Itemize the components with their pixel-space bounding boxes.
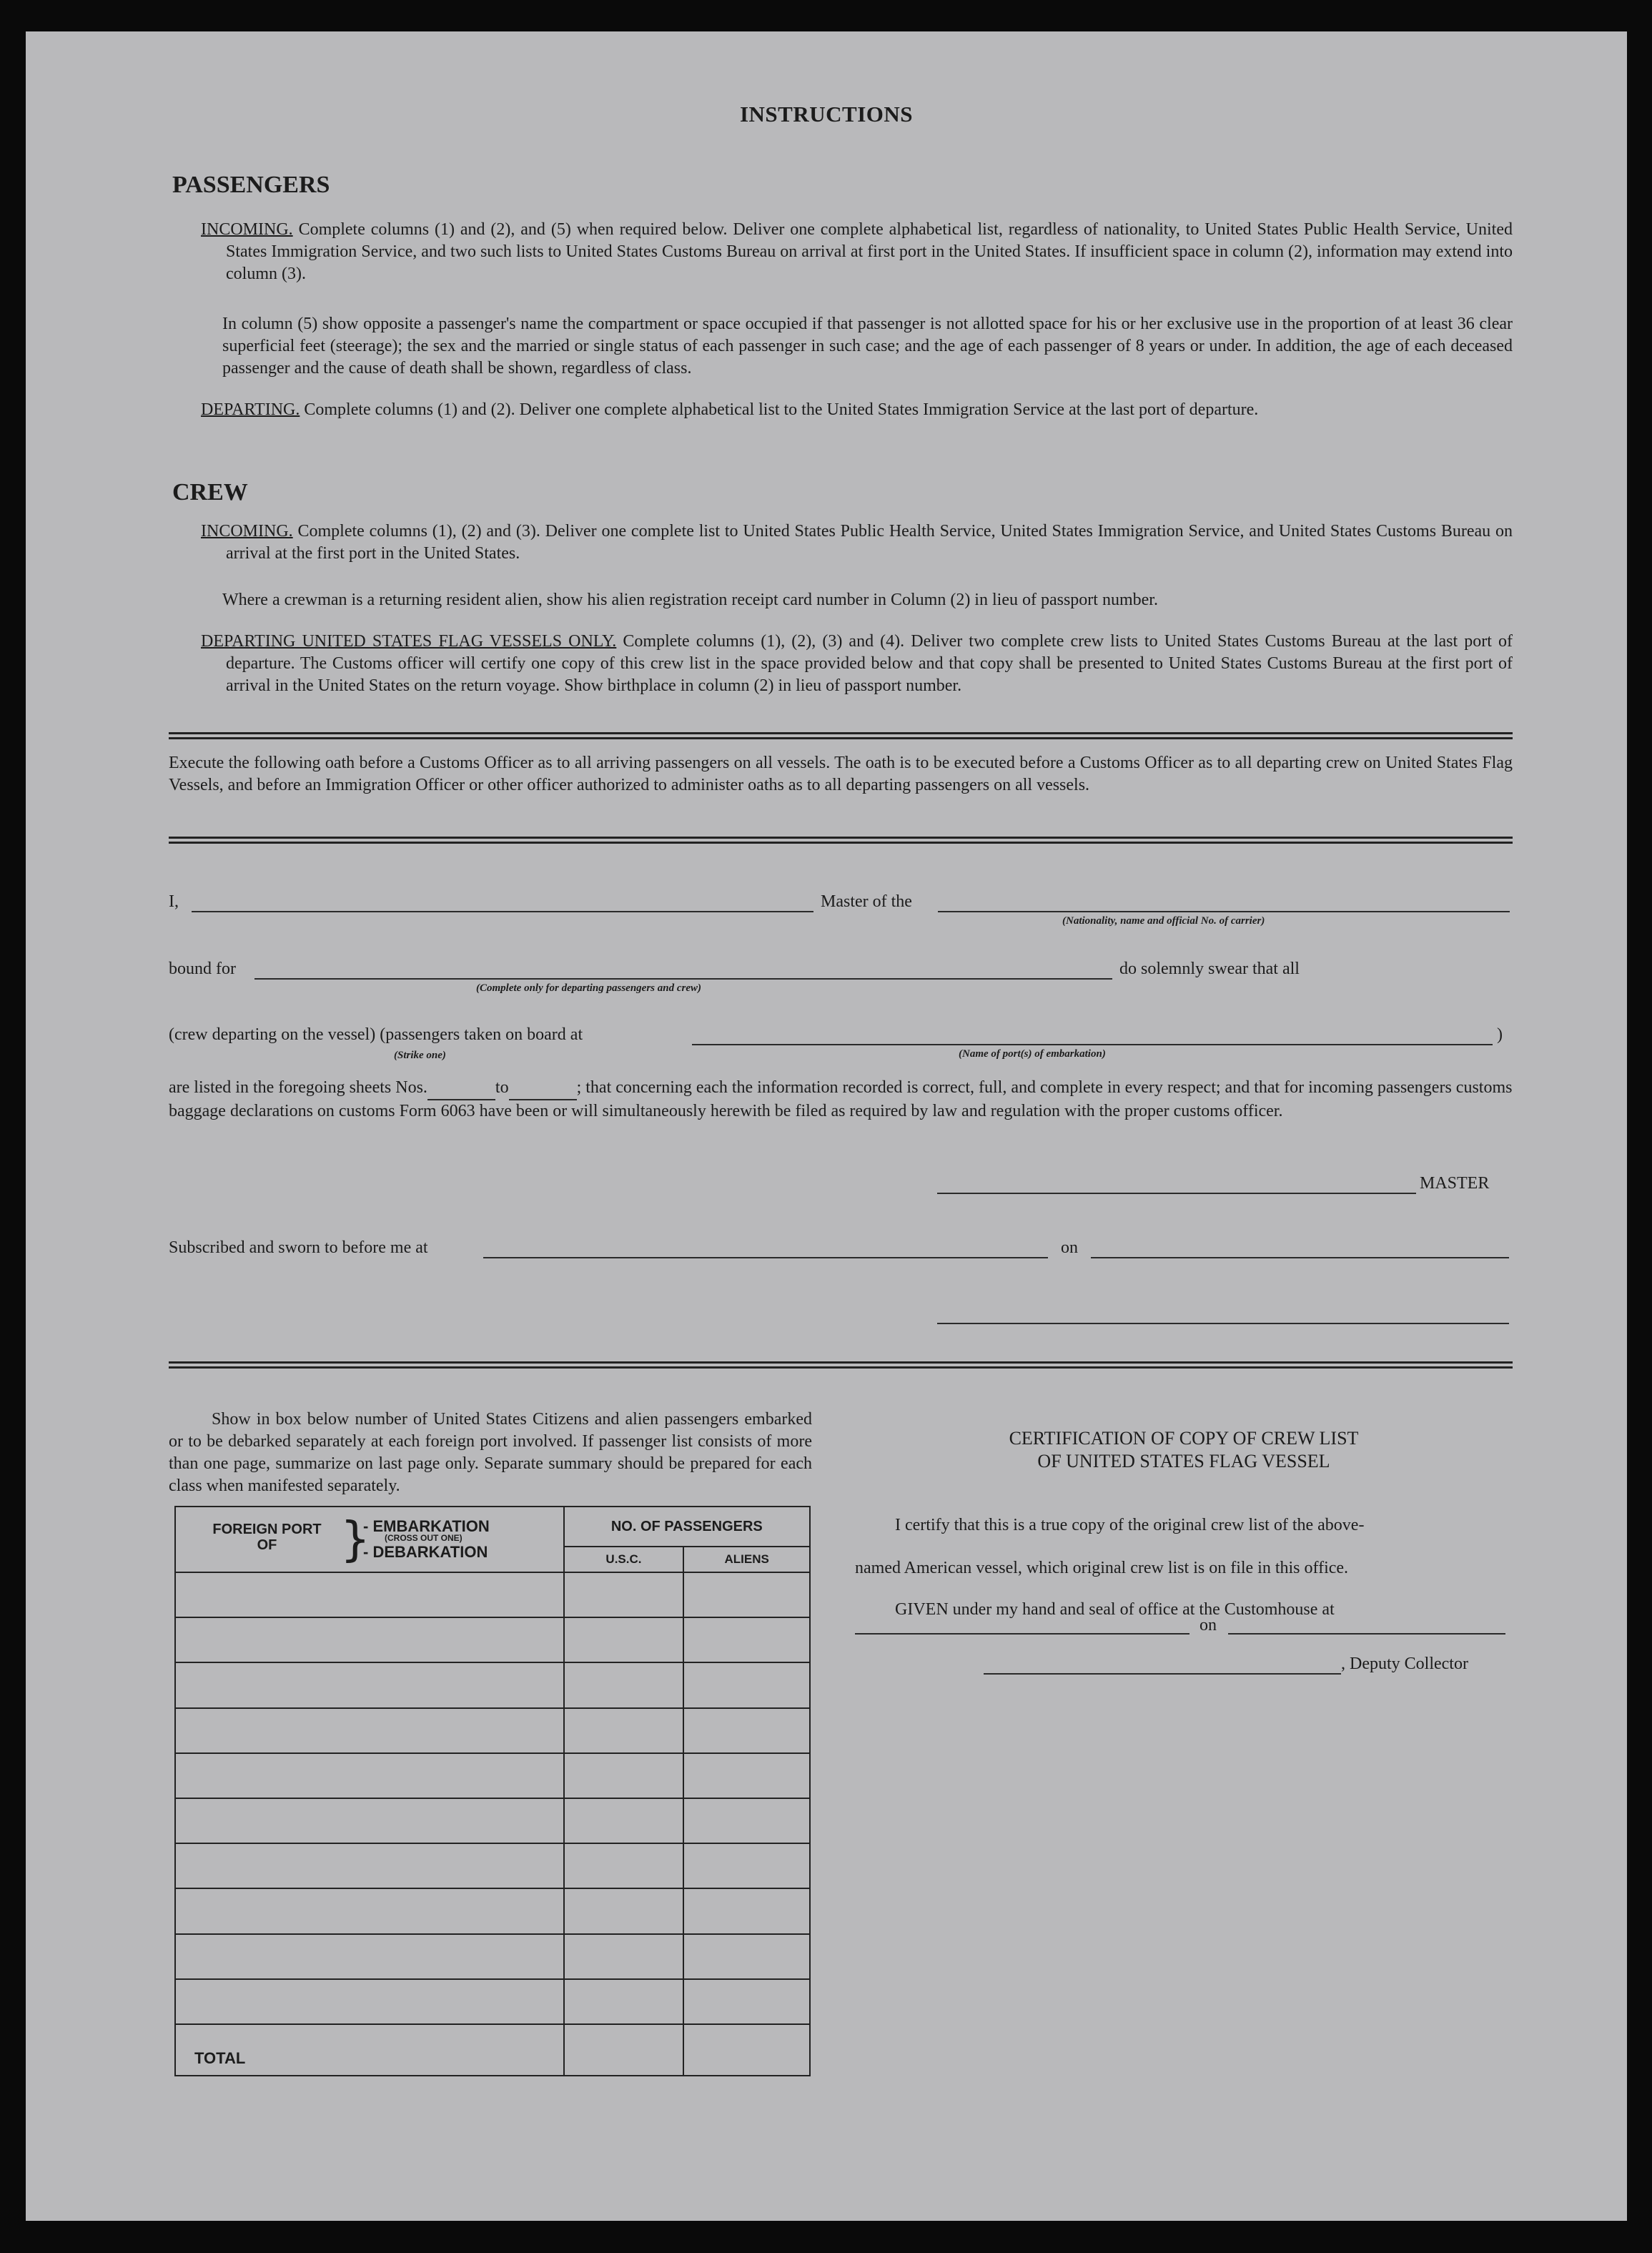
aliens-cell[interactable] [683, 1979, 810, 2024]
aliens-cell[interactable] [683, 1798, 810, 1843]
port-cell[interactable] [175, 1798, 564, 1843]
divider-line [169, 732, 1513, 739]
certification-heading [848, 1427, 1520, 1473]
aliens-total-cell[interactable] [683, 2024, 810, 2076]
aliens-cell[interactable] [683, 1708, 810, 1753]
summary-instructions: Show in box below number of United States Citizens and alien passengers embarked or to be debarked separately at each foreign port involved. If passenger list consists of more than one page, summarize on last page only. Separate summary should be prepared for each class when manifested separately. [169, 1410, 812, 1495]
port-cell[interactable] [175, 1708, 564, 1753]
aliens-cell[interactable] [683, 1617, 810, 1662]
aliens-cell[interactable] [683, 1934, 810, 1979]
debarkation-label: - DEBARKATION [363, 1543, 488, 1561]
crew-incoming-text: Complete columns (1), (2) and (3). Deliver one complete list to United States Public Health Service, United States Immigration Service, and United States Customs Bureau on arrival at the first port in the United States. [226, 522, 1513, 563]
carrier-field[interactable] [938, 911, 1510, 912]
passengers-incoming-instructions [201, 219, 1513, 285]
sworn-place-field[interactable] [483, 1257, 1048, 1258]
crew-alien-instructions: Where a crewman is a returning resident alien, show his alien registration receipt card number in Column (2) in lieu of passport number. [222, 591, 1158, 609]
crew-departing-text: Complete columns (1), (2), (3) and (4). Deliver two complete crew lists to United States Customs Bureau at the last port of departure. The Customs officer will certify one copy of this crew list in the space provided below and that copy shall be presented to United States Customs Bureau at the first port of arrival in the United States on the return voyage. Show birthplace in column (2) in lieu of passport number. [226, 632, 1513, 695]
usc-cell[interactable] [564, 1572, 684, 1617]
crew-departing-oath-label: (crew departing on the vessel) (passengers taken on board at [169, 1025, 583, 1044]
usc-cell[interactable] [564, 1843, 684, 1888]
officer-signature-field[interactable] [937, 1323, 1509, 1324]
master-of-label: Master of the [821, 892, 912, 911]
listed-post: ; that concerning each the information recorded is correct, full, and complete in every respect; and that for incoming passengers customs baggage declarations on customs Form 6063 have been or will simultaneously herewith be filed as required by law and regulation with the proper customs officer. [169, 1078, 1513, 1120]
crew-incoming-label: INCOMING. [201, 522, 293, 541]
passenger-summary-table [174, 1506, 811, 2076]
port-cell[interactable] [175, 1979, 564, 2024]
port-cell[interactable] [175, 1888, 564, 1933]
passengers-departing-text: Complete columns (1) and (2). Deliver one complete alphabetical list to the United States Immigration Service at the last port of departure. [304, 400, 1259, 419]
certification-heading-line1: CERTIFICATION OF COPY OF CREW LIST [1009, 1428, 1359, 1449]
embarkation-ports-field[interactable] [692, 1044, 1493, 1045]
port-cell[interactable] [175, 1843, 564, 1888]
foreign-port-header [175, 1507, 564, 1572]
sheet-to-field[interactable] [509, 1077, 577, 1100]
oath-i-label: I, [169, 892, 179, 911]
crew-departing-instructions [201, 631, 1513, 697]
page-title: INSTRUCTIONS [739, 102, 913, 127]
passengers-heading: PASSENGERS [172, 172, 330, 198]
sheet-to-label: to [495, 1078, 509, 1097]
passengers-incoming-text: Complete columns (1) and (2), and (5) when required below. Deliver one complete alphabetical list, regardless of nationality, to United States Public Health Service, United States Immigration Service, and two such lists to United States Customs Bureau on arrival at first port in the United States. If insufficient space in column (2), information may extend into column (3). [226, 220, 1513, 283]
strike-one-note: (Strike one) [394, 1050, 446, 1061]
bound-for-field[interactable] [254, 978, 1112, 980]
divider-line [169, 1361, 1513, 1369]
certify-line1: I certify that this is a true copy of the original crew list of the above- [895, 1516, 1365, 1534]
certification-on-label: on [1200, 1616, 1217, 1635]
port-cell[interactable] [175, 1662, 564, 1707]
bound-for-label: bound for [169, 960, 236, 978]
usc-cell[interactable] [564, 1979, 684, 2024]
divider-line [169, 837, 1513, 844]
usc-cell[interactable] [564, 1934, 684, 1979]
close-paren: ) [1497, 1025, 1503, 1044]
sworn-on-label: on [1061, 1238, 1078, 1257]
total-label: TOTAL [175, 2024, 564, 2076]
usc-cell[interactable] [564, 1662, 684, 1707]
usc-cell[interactable] [564, 1798, 684, 1843]
usc-cell[interactable] [564, 1753, 684, 1798]
port-cell[interactable] [175, 1617, 564, 1662]
form-page [26, 31, 1627, 2221]
brace-icon: } [340, 1512, 370, 1567]
aliens-header: ALIENS [683, 1547, 810, 1572]
aliens-cell[interactable] [683, 1662, 810, 1707]
aliens-cell[interactable] [683, 1572, 810, 1617]
foreign-port-label: FOREIGN PORT OF [212, 1522, 322, 1553]
crew-incoming-instructions [201, 521, 1513, 565]
aliens-cell[interactable] [683, 1843, 810, 1888]
no-of-passengers-header: NO. OF PASSENGERS [564, 1507, 810, 1547]
listed-pre: are listed in the foregoing sheets Nos. [169, 1078, 427, 1097]
certify-line2: named American vessel, which original crew list is on file in this office. [855, 1559, 1349, 1577]
cross-out-note: (CROSS OUT ONE) [385, 1533, 463, 1543]
master-name-field[interactable] [192, 911, 813, 912]
listed-statement [169, 1077, 1513, 1123]
ports-note: (Name of port(s) of embarkation) [959, 1048, 1106, 1060]
usc-cell[interactable] [564, 1617, 684, 1662]
crew-departing-label: DEPARTING UNITED STATES FLAG VESSELS ONLY. [201, 632, 617, 651]
given-text: GIVEN under my hand and seal of office at the Customhouse at [895, 1600, 1335, 1619]
passengers-column5-instructions: In column (5) show opposite a passenger's name the compartment or space occupied if that passenger is not allotted space for his or her exclusive use in the proportion of at least 36 clear superficial feet (steerage); the sex and the married or single status of each passenger in such case; and the age of each passenger of 8 years or under. In addition, the age of each deceased passenger and the cause of death shall be shown, regardless of class. [222, 315, 1513, 378]
certification-date-field[interactable] [1228, 1633, 1505, 1635]
departing-only-note: (Complete only for departing passengers and crew) [476, 982, 701, 994]
port-cell[interactable] [175, 1572, 564, 1617]
master-signature-field[interactable] [937, 1193, 1416, 1194]
deputy-signature-field[interactable] [984, 1673, 1341, 1675]
sworn-date-field[interactable] [1091, 1257, 1509, 1258]
usc-header: U.S.C. [564, 1547, 684, 1572]
crew-heading: CREW [172, 479, 248, 506]
port-cell[interactable] [175, 1753, 564, 1798]
certification-heading-line2: OF UNITED STATES FLAG VESSEL [1037, 1451, 1330, 1471]
sheet-from-field[interactable] [427, 1077, 495, 1100]
port-cell[interactable] [175, 1934, 564, 1979]
passengers-departing-label: DEPARTING. [201, 400, 300, 419]
deputy-collector-label: , Deputy Collector [1341, 1655, 1468, 1673]
embarkation-label: - EMBARKATION [363, 1517, 490, 1535]
subscribed-label: Subscribed and sworn to before me at [169, 1238, 428, 1257]
master-signature-label: MASTER [1420, 1174, 1490, 1193]
usc-cell[interactable] [564, 1888, 684, 1933]
usc-total-cell[interactable] [564, 2024, 684, 2076]
passengers-incoming-label: INCOMING. [201, 220, 293, 239]
passengers-departing-instructions [201, 399, 1513, 421]
usc-cell[interactable] [564, 1708, 684, 1753]
aliens-cell[interactable] [683, 1888, 810, 1933]
aliens-cell[interactable] [683, 1753, 810, 1798]
nationality-note: (Nationality, name and official No. of carrier) [1062, 915, 1265, 927]
oath-instructions: Execute the following oath before a Customs Officer as to all arriving passengers on all vessels. The oath is to be executed before a Customs Officer as to all departing crew on United States Flag Vessels, and before an Immigration Officer or other officer authorized to administer oaths as to all departing passengers on all vessels. [169, 754, 1513, 794]
swear-label: do solemnly swear that all [1119, 960, 1300, 978]
customhouse-field[interactable] [855, 1633, 1189, 1635]
